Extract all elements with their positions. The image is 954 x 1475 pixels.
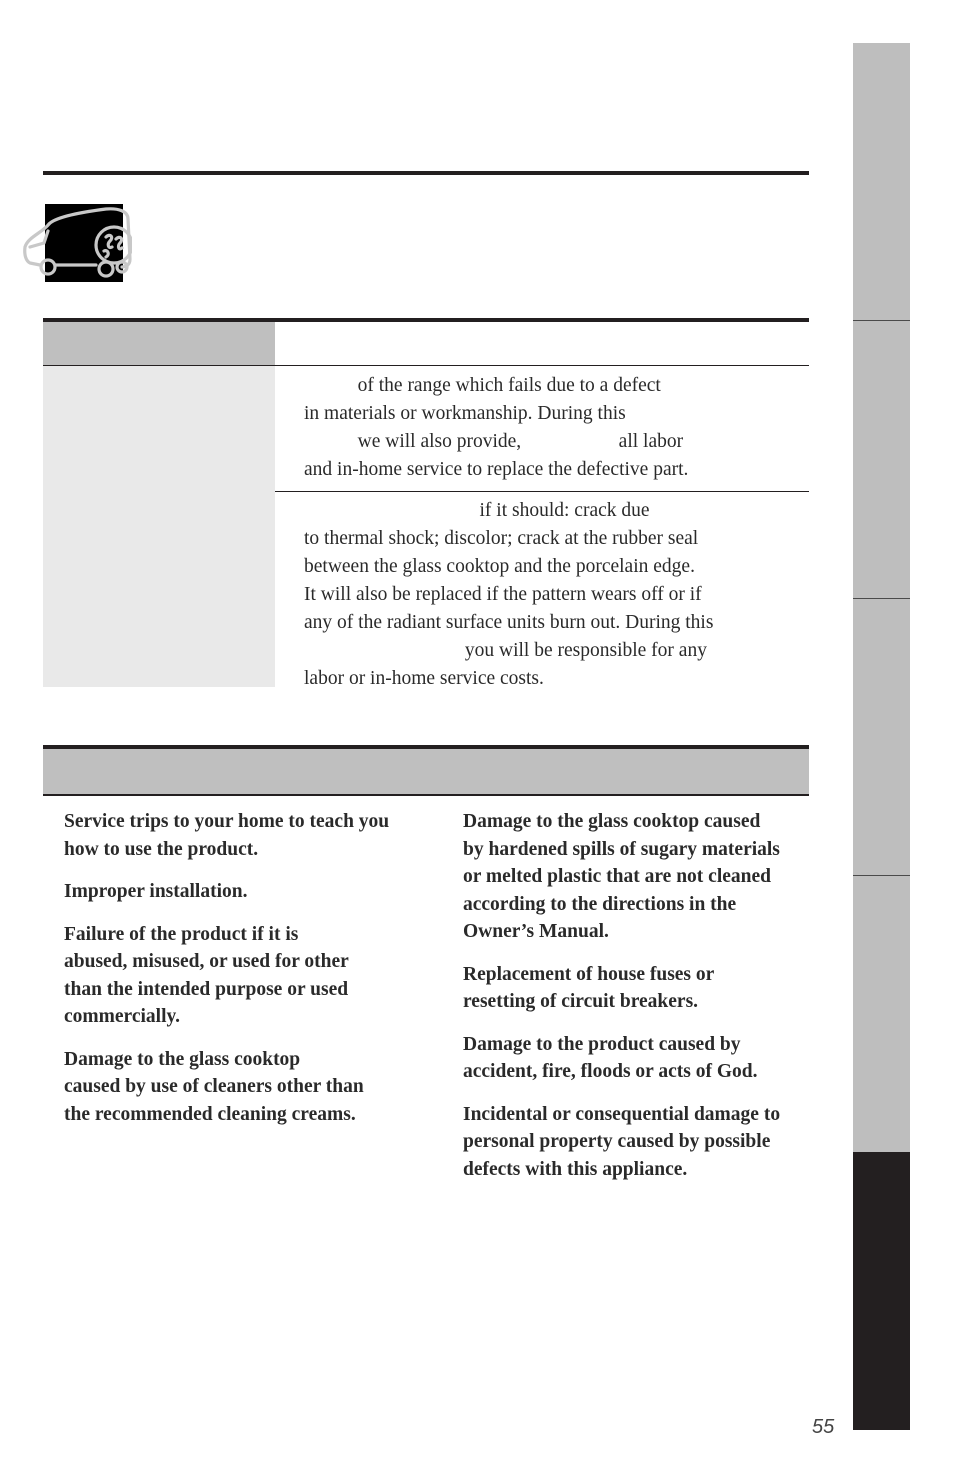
text-line: commercially.: [64, 1006, 181, 1027]
exclusion-item: [64, 921, 414, 1031]
text-line: if it should: crack due: [304, 500, 650, 521]
text-line: caused by use of cleaners other than: [64, 1076, 364, 1097]
text-line: how to use the product.: [64, 838, 259, 860]
text-line: in materials or workmanship. During this: [304, 403, 626, 424]
text-line: Owner’s Manual.: [463, 921, 609, 942]
exclusion-item: [64, 878, 414, 906]
text-line: we will also provide, all labor: [304, 431, 684, 452]
header-rule: [43, 171, 809, 175]
text-line: to thermal shock; discolor; crack at the rubber seal: [304, 528, 699, 549]
exclusions-left-column: [64, 808, 414, 1143]
text-line: defects with this appliance.: [463, 1158, 688, 1180]
exclusions-header-rule: [43, 794, 809, 796]
text-line: any of the radiant surface units burn out. During this: [304, 612, 714, 633]
warranty-row-2-text: [304, 497, 809, 693]
exclusions-right-column: [463, 808, 813, 1198]
text-line: resetting of circuit breakers.: [463, 991, 699, 1012]
warranty-row-1-text: [304, 372, 809, 484]
exclusion-item: [463, 1031, 813, 1086]
text-line: of the range which fails due to a defect: [304, 375, 661, 396]
text-line: Damage to the product caused by: [463, 1033, 741, 1055]
text-line: It will also be replaced if the pattern wears off or if: [304, 584, 702, 605]
side-tab-3[interactable]: [853, 599, 910, 875]
exclusions-header-band: [43, 749, 809, 794]
text-line: Improper installation.: [64, 881, 248, 902]
exclusion-item: [64, 808, 414, 863]
text-line: Damage to the glass cooktop caused: [463, 811, 761, 832]
warranty-table-header-cell: [43, 322, 275, 365]
exclusion-item: [463, 808, 813, 946]
exclusion-item: [463, 1101, 813, 1184]
exclusion-item: [64, 1046, 414, 1129]
text-line: abused, misused, or used for other: [64, 951, 349, 972]
text-line: than the intended purpose or used: [64, 978, 349, 1000]
text-line: according to the directions in the: [463, 893, 737, 915]
side-tab-1[interactable]: [853, 43, 910, 321]
side-tab-4[interactable]: [853, 876, 910, 1152]
text-line: Service trips to your home to teach you: [64, 811, 390, 832]
text-line: Replacement of house fuses or: [463, 963, 715, 985]
text-line: by hardened spills of sugary materials: [463, 838, 780, 860]
text-line: and in-home service to replace the defective part.: [304, 459, 689, 480]
warranty-row-divider: [275, 491, 809, 492]
exclusion-item: [463, 961, 813, 1016]
text-line: Damage to the glass cooktop: [64, 1048, 301, 1070]
text-line: the recommended cleaning creams.: [64, 1103, 356, 1125]
text-line: accident, fire, floods or acts of God.: [463, 1061, 758, 1082]
text-line: you will be responsible for any: [304, 640, 707, 661]
text-line: labor or in-home service costs.: [304, 668, 544, 689]
page-number: 55: [812, 1416, 835, 1438]
side-tab-active[interactable]: [853, 1152, 910, 1430]
text-line: or melted plastic that are not cleaned: [463, 866, 771, 887]
warranty-label-column: [43, 366, 275, 687]
text-line: Incidental or consequential damage to: [463, 1103, 781, 1125]
text-line: Failure of the product if it is: [64, 923, 299, 945]
text-line: between the glass cooktop and the porcelain edge.: [304, 556, 695, 577]
text-line: personal property caused by possible: [463, 1131, 771, 1152]
ge-service-truck-icon: [22, 203, 132, 285]
side-tab-2[interactable]: [853, 321, 910, 598]
